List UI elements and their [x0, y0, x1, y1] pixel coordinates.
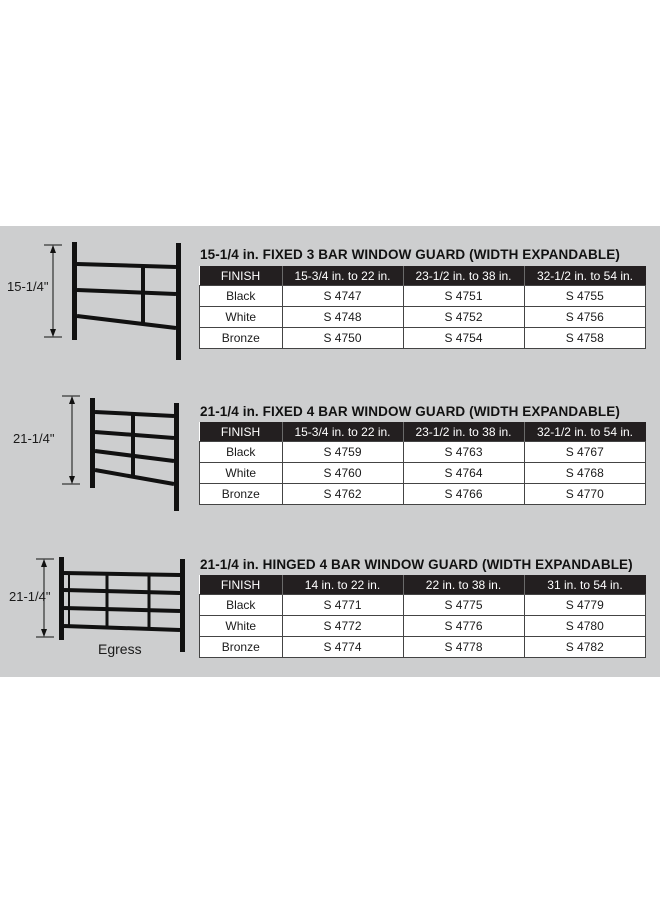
model-cell: S 4780: [524, 616, 646, 637]
column-header: 32-1/2 in. to 54 in.: [524, 422, 646, 442]
model-cell: S 4756: [524, 307, 646, 328]
table-header-row: [200, 422, 646, 442]
finish-cell: Black: [200, 286, 283, 307]
model-cell: S 4775: [403, 595, 524, 616]
model-cell: S 4752: [403, 307, 524, 328]
finish-cell: Bronze: [200, 637, 283, 658]
egress-caption: Egress: [98, 641, 142, 657]
section-title: 21-1/4 in. FIXED 4 BAR WINDOW GUARD (WIDTH EXPANDABLE): [200, 404, 620, 419]
height-dimension-label: 21-1/4": [13, 431, 55, 446]
table-row: [200, 442, 646, 463]
finish-cell: White: [200, 616, 283, 637]
product-panel: [0, 226, 660, 677]
finish-cell: Black: [200, 595, 283, 616]
finish-cell: Bronze: [200, 328, 283, 349]
model-cell: S 4751: [403, 286, 524, 307]
column-header: 14 in. to 22 in.: [282, 575, 403, 595]
model-cell: S 4760: [282, 463, 403, 484]
table-row: [200, 463, 646, 484]
finish-cell: White: [200, 463, 283, 484]
column-header: FINISH: [200, 266, 283, 286]
model-cell: S 4755: [524, 286, 646, 307]
model-cell: S 4779: [524, 595, 646, 616]
model-cell: S 4764: [403, 463, 524, 484]
model-cell: S 4768: [524, 463, 646, 484]
column-header: 22 in. to 38 in.: [403, 575, 524, 595]
model-cell: S 4766: [403, 484, 524, 505]
table-row: [200, 616, 646, 637]
table-row: [200, 307, 646, 328]
model-cell: S 4758: [524, 328, 646, 349]
model-cell: S 4774: [282, 637, 403, 658]
model-cell: S 4762: [282, 484, 403, 505]
column-header: 15-3/4 in. to 22 in.: [282, 422, 403, 442]
table-row: [200, 484, 646, 505]
model-cell: S 4778: [403, 637, 524, 658]
table-header-row: [200, 575, 646, 595]
column-header: 31 in. to 54 in.: [524, 575, 646, 595]
finish-cell: Bronze: [200, 484, 283, 505]
model-cell: S 4772: [282, 616, 403, 637]
table-row: [200, 637, 646, 658]
spec-table: [199, 422, 646, 505]
model-cell: S 4750: [282, 328, 403, 349]
height-dimension-label: 21-1/4": [9, 589, 51, 604]
model-cell: S 4747: [282, 286, 403, 307]
model-cell: S 4754: [403, 328, 524, 349]
table-row: [200, 595, 646, 616]
model-cell: S 4771: [282, 595, 403, 616]
model-cell: S 4770: [524, 484, 646, 505]
table-row: [200, 286, 646, 307]
column-header: FINISH: [200, 422, 283, 442]
model-cell: S 4782: [524, 637, 646, 658]
section-title: 15-1/4 in. FIXED 3 BAR WINDOW GUARD (WIDTH EXPANDABLE): [200, 247, 620, 262]
column-header: 15-3/4 in. to 22 in.: [282, 266, 403, 286]
section-title: 21-1/4 in. HINGED 4 BAR WINDOW GUARD (WIDTH EXPANDABLE): [200, 557, 633, 572]
finish-cell: Black: [200, 442, 283, 463]
height-dimension-label: 15-1/4": [7, 279, 49, 294]
finish-cell: White: [200, 307, 283, 328]
model-cell: S 4759: [282, 442, 403, 463]
column-header: 23-1/2 in. to 38 in.: [403, 266, 524, 286]
table-header-row: [200, 266, 646, 286]
column-header: 23-1/2 in. to 38 in.: [403, 422, 524, 442]
column-header: FINISH: [200, 575, 283, 595]
table-row: [200, 328, 646, 349]
spec-table: [199, 575, 646, 658]
spec-table: [199, 266, 646, 349]
model-cell: S 4776: [403, 616, 524, 637]
hinged-4-bar-guard-drawing: [0, 226, 200, 677]
model-cell: S 4767: [524, 442, 646, 463]
model-cell: S 4748: [282, 307, 403, 328]
column-header: 32-1/2 in. to 54 in.: [524, 266, 646, 286]
model-cell: S 4763: [403, 442, 524, 463]
